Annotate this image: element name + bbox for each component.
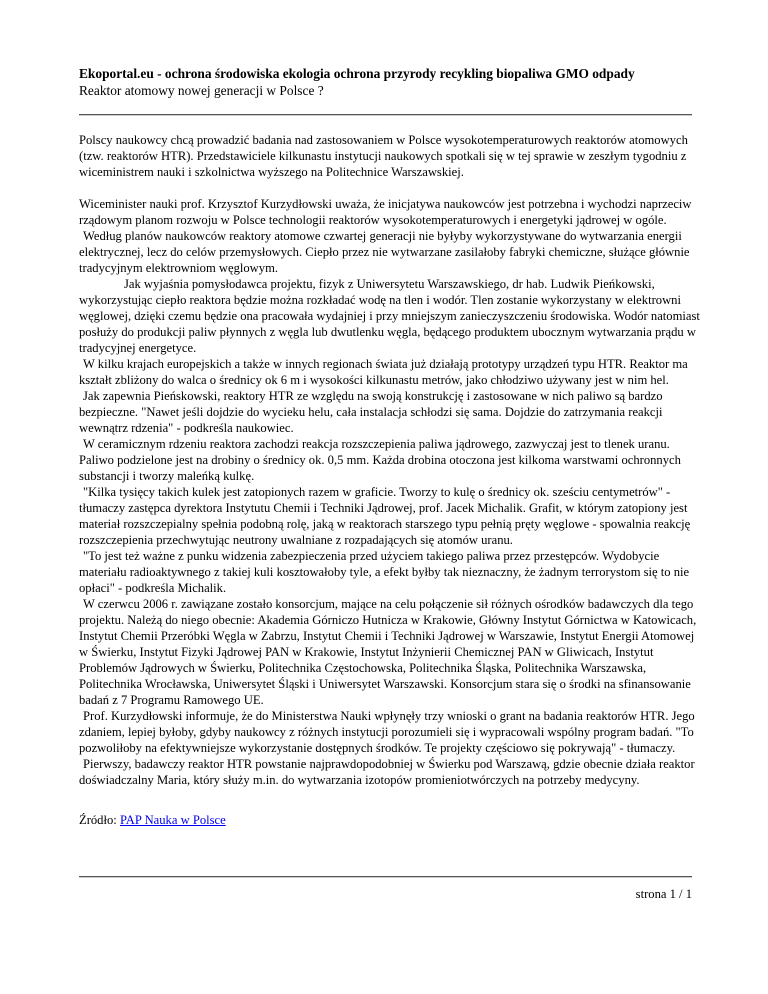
page-number: strona 1 / 1 [635,887,692,901]
article-paragraph: Według planów naukowców reaktory atomowe czwartej generacji nie byłyby wykorzystywane do wytwarzania energii elektrycznej, lecz do celów przemysłowych. Ciepło przez nie wytwarzane zasilałoby fabryki chemiczne, służące głównie tradycyjnym elektrowniom węglowym. [79,229,690,275]
footer-divider [79,876,692,878]
article-paragraph: "Kilka tysięcy takich kulek jest zatopionych razem w graficie. Tworzy to kulę o średnicy ok. sześciu centymetrów" - tłumaczy zastępca dyrektora Instytutu Chemii i Techniki Jądrowej, prof. Jacek Michalik. Grafit, w którym zatopiony jest materiał rozszczepialny spełnia podobną rolę, jaką w reaktorach starszego typu pełnią pręty węglowe - spowalnia reakcję rozszczepienia przechwytując neutrony uwalniane z rozpadających się atomów uranu. [79,485,691,547]
article-paragraph: W kilku krajach europejskich a także w innych regionach świata już działają prototypy urządzeń typu HTR. Reaktor ma kształt zbliżony do walca o średnicy ok 6 m i wysokości kilkunastu metrów, jako chłodziwo używany jest w nim hel. [79,357,688,387]
article-paragraph: Pierwszy, badawczy reaktor HTR powstanie najprawdopodobniej w Świerku pod Warszawą, gdzie obecnie działa reaktor doświadczalny Maria, który służy m.in. do wytwarzania izotopów promieniotwórczych na potrzeby medycyny. [79,757,695,787]
article-paragraph: Polscy naukowcy chcą prowadzić badania nad zastosowaniem w Polsce wysokotemperaturowych reaktorów atomowych (tzw. reaktorów HTR). Przedstawiciele kilkunastu instytucji naukowych spotkali się w tej sprawie w zeszłym tygodniu z wiceministrem nauki i szkolnictwa wyższego na Politechnice Warszawskiej. [79,133,688,179]
article-body [79,132,701,788]
article-paragraph: Prof. Kurzydłowski informuje, że do Ministerstwa Nauki wpłynęły trzy wnioski o grant na badania reaktorów HTR. Jego zdaniem, lepiej byłoby, gdyby naukowcy z różnych instytucji porozumieli się i wypracowali wspólny program badań. "To pozwoliłoby na efektywniejsze wykorzystanie dostępnych środków. Te projekty częściowo się pokrywają" - tłumaczy. [79,709,695,755]
article-paragraph: W ceramicznym rdzeniu reaktora zachodzi reakcja rozszczepienia paliwa jądrowego, zazwyczaj jest to tlenek uranu. Paliwo podzielone jest na drobiny o średnicy ok. 0,5 mm. Każda drobina otoczona jest kilkoma warstwami ochronnych substancji i tworzy maleńką kulkę. [79,437,681,483]
article-paragraph: Jak zapewnia Pieńskowski, reaktory HTR ze względu na swoją konstrukcję i zastosowane w nich paliwo są bardzo bezpieczne. "Nawet jeśli dojdzie do wycieku helu, cała instalacja schłodzi się sama. Dojdzie do zatrzymania reakcji wewnątrz rdzenia" - podkreśla naukowiec. [79,389,663,435]
article-paragraph: Wiceminister nauki prof. Krzysztof Kurzydłowski uważa, że inicjatywa naukowców jest potrzebna i wychodzi naprzeciw rządowym planom rozwoju w Polsce technologii reaktorów wysokotemperaturowych i energetyki jądrowej w ogóle. [79,197,692,227]
site-title: Ekoportal.eu - ochrona środowiska ekologia ochrona przyrody recykling biopaliwa GMO odpady [79,66,635,81]
article-paragraph: Jak wyjaśnia pomysłodawca projektu, fizyk z Uniwersytetu Warszawskiego, dr hab. Ludwik Pieńkowski, wykorzystując ciepło reaktora będzie można rozkładać wodę na tlen i wodór. Tlen zostanie wykorzystany w elektrowni węglowej, dzięki czemu będzie ona pracowała wydajniej i przy mniejszym zanieczyszczeniu środowiska. Wodór natomiast posłuży do produkcji paliw płynnych z węgla lub dwutlenku węgla, będącego produktem ubocznym wytwarzania prądu w tradycyjnej energetyce. [79,277,700,355]
source-link[interactable]: PAP Nauka w Polsce [119,813,226,827]
article-paragraph: W czerwcu 2006 r. zawiązane zostało konsorcjum, mające na celu połączenie sił różnych ośrodków badawczych dla tego projektu. Należą do niego obecnie: Akademia Górniczo Hutnicza w Krakowie, Główny Instytut Górnictwa w Katowicach, Instytut Chemii Przeróbki Węgla w Zabrzu, Instytut Chemii i Techniki Jądrowej w Warszawie, Instytut Energii Atomowej w Świerku, Instytut Fizyki Jądrowej PAN w Krakowie, Instytut Inżynierii Chemicznej PAN w Gliwicach, Instytut Problemów Jądrowych w Świerku, Politechnika Częstochowska, Politechnika Śląska, Politechnika Warszawska, Politechnika Wrocławska, Uniwersytet Śląski i Uniwersytet Warszawski. Konsorcjum stara się o środki na sfinansowanie badań z 7 Programu Ramowego UE. [79,597,697,707]
article-paragraph: "To jest też ważne z punku widzenia zabezpieczenia przed użyciem takiego paliwa przez przestępców. Wydobycie materiału radioaktywnego z takiej kuli kosztowałoby tyle, a efekt byłby tak nieznaczny, że żadnym terrorystom się to nie opłaci" - podkreśla Michalik. [79,549,690,595]
header-divider [79,114,692,116]
article-title: Reaktor atomowy nowej generacji w Polsce ? [79,83,324,98]
source-line [79,812,226,828]
source-label: Źródło: [79,813,120,827]
